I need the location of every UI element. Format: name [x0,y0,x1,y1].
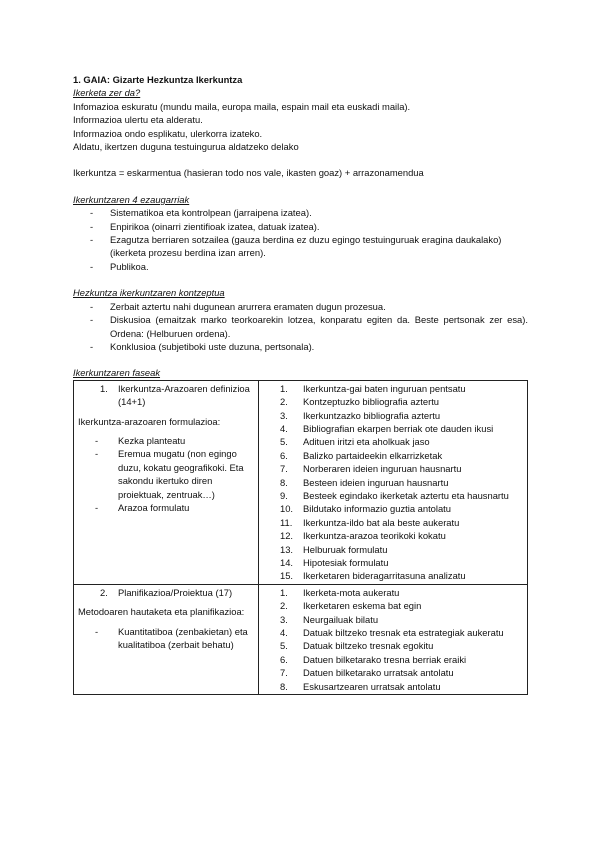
steps-list [263,382,523,583]
step-item: 15. Ikerketaren bideragarritasuna analizatu [280,570,466,582]
phase-title: Ikerkuntza-Arazoaren definizioa (14+1) [118,382,250,408]
list-item: - Kezka planteatu [78,434,254,447]
section-heading-ezaugarriak: Ikerkuntzaren 4 ezaugarriak [73,193,190,205]
phase-bullets [78,434,254,514]
section-heading-ikerketa: Ikerketa zer da? [73,87,141,99]
phase-title: Planifikazioa/Proiektua (17) [118,586,233,598]
step-item: 8. Besteen ideien inguruan hausnartu [280,476,449,488]
table-row [74,380,528,584]
document-page [73,73,528,695]
step-item: 12. Ikerkuntza-arazoa teorikoki kokatu [280,530,446,542]
text-line: Informazioa ondo esplikatu, ulerkorra izateko. [73,127,263,139]
text-line: Informazioa ulertu eta alderatu. [73,114,203,126]
phase-subtitle: Ikerkuntza-arazoaren formulazioa: [78,415,221,427]
list-item: - Publikoa. [73,260,528,273]
step-item: 5. Datuak biltzeko tresnak egokitu [280,640,434,652]
step-item: 7. Norberaren ideien inguruan hausnartu [280,463,462,475]
step-item: 6. Datuen bilketarako tresna berriak eraiki [280,653,467,665]
section-heading-kontzeptua: Hezkuntza ikerkuntzaren kontzeptua [73,287,225,299]
steps-list [263,586,523,693]
list-item: - Kuantitatiboa (zenbakietan) eta kualitatiboa (zerbait behatu) [78,625,254,652]
concept-list [73,300,528,354]
step-item: 11. Ikerkuntza-ildo bat ala beste aukeratu [280,516,460,528]
phase-number: 2. [100,586,108,598]
list-item: - Ezagutza berriaren sotzailea (gauza berdina ez duzu egingo testuinguruak eragina daukalako) (ikerketa prozesu berdina izan arren). [73,233,528,260]
list-item: - Zerbait aztertu nahi dugunean arurrera eramaten dugun prozesua. [73,300,528,313]
list-item: - Sistematikoa eta kontrolpean (jarraipena izatea). [73,206,528,219]
section-heading-faseak: Ikerkuntzaren faseak [73,367,161,379]
list-item: - Konklusioa (subjetiboki uste duzuna, pertsonala). [73,340,528,353]
phase-cell [74,380,259,584]
step-item: 5. Adituen iritzi eta aholkuak jaso [280,436,430,448]
list-item: - Arazoa formulatu [78,501,254,514]
document-title: 1. GAIA: Gizarte Hezkuntza Ikerkuntza [73,74,243,85]
phases-table [73,380,528,695]
phase-number: 1. [100,382,108,394]
phase-subtitle: Metodoaren hautaketa eta planifikazioa: [78,606,245,618]
step-item: 14. Hipotesiak formulatu [280,557,389,568]
step-item: 8. Eskusartzearen urratsak antolatu [280,680,441,692]
step-item: 10. Bildutako informazio guztia antolatu [280,503,452,515]
phase-cell [74,584,259,694]
text-line: Aldatu, ikertzen duguna testuingurua aldatzeko delako [73,141,299,153]
step-item: 3. Neurgailuak bilatu [280,613,379,625]
step-item: 2. Kontzeptuzko bibliografia aztertu [280,396,440,408]
step-item: 4. Datuak biltzeko tresnak eta estrategiak aukeratu [280,627,504,639]
list-item: - Eremua mugatu (non egingo duzu, kokatu geografikoki. Eta sakondu ikertuko diren proiektuak, zentruak…) [78,447,254,501]
step-item: 1. Ikerketa-mota aukeratu [280,586,400,598]
step-item: 7. Datuen bilketarako urratsak antolatu [280,667,454,679]
table-row [74,584,528,694]
formula-line: Ikerkuntza = eskarmentua (hasieran todo nos vale, ikasten goaz) + arrazonamendua [73,167,424,179]
steps-cell [259,380,528,584]
text-line: Infomazioa eskuratu (mundu maila, europa maila, espain mail eta euskadi maila). [73,100,411,112]
list-item: - Diskusioa (emaitzak marko teorkoarekin lotzea, konparatu egiten da. Beste pertsonak zer esa). Ordena: (Helburuen ordena). [73,313,528,340]
features-list [73,206,528,273]
step-item: 4. Bibliografian ekarpen berriak ote dauden ikusi [280,422,494,434]
phase-bullets [78,625,254,652]
list-item: - Enpirikoa (oinarri zientifioak izatea, datuak izatea). [73,220,528,233]
step-item: 6. Balizko partaideekin elkarrizketak [280,449,443,461]
step-item: 9. Besteek egindako ikerketak aztertu eta hausnartu [280,489,509,501]
step-item: 13. Helburuak formulatu [280,543,388,555]
step-item: 3. Ikerkuntzazko bibliografia aztertu [280,409,441,421]
step-item: 2. Ikerketaren eskema bat egin [280,600,422,612]
step-item: 1. Ikerkuntza-gai baten inguruan pentsatu [280,382,466,394]
steps-cell [259,584,528,694]
